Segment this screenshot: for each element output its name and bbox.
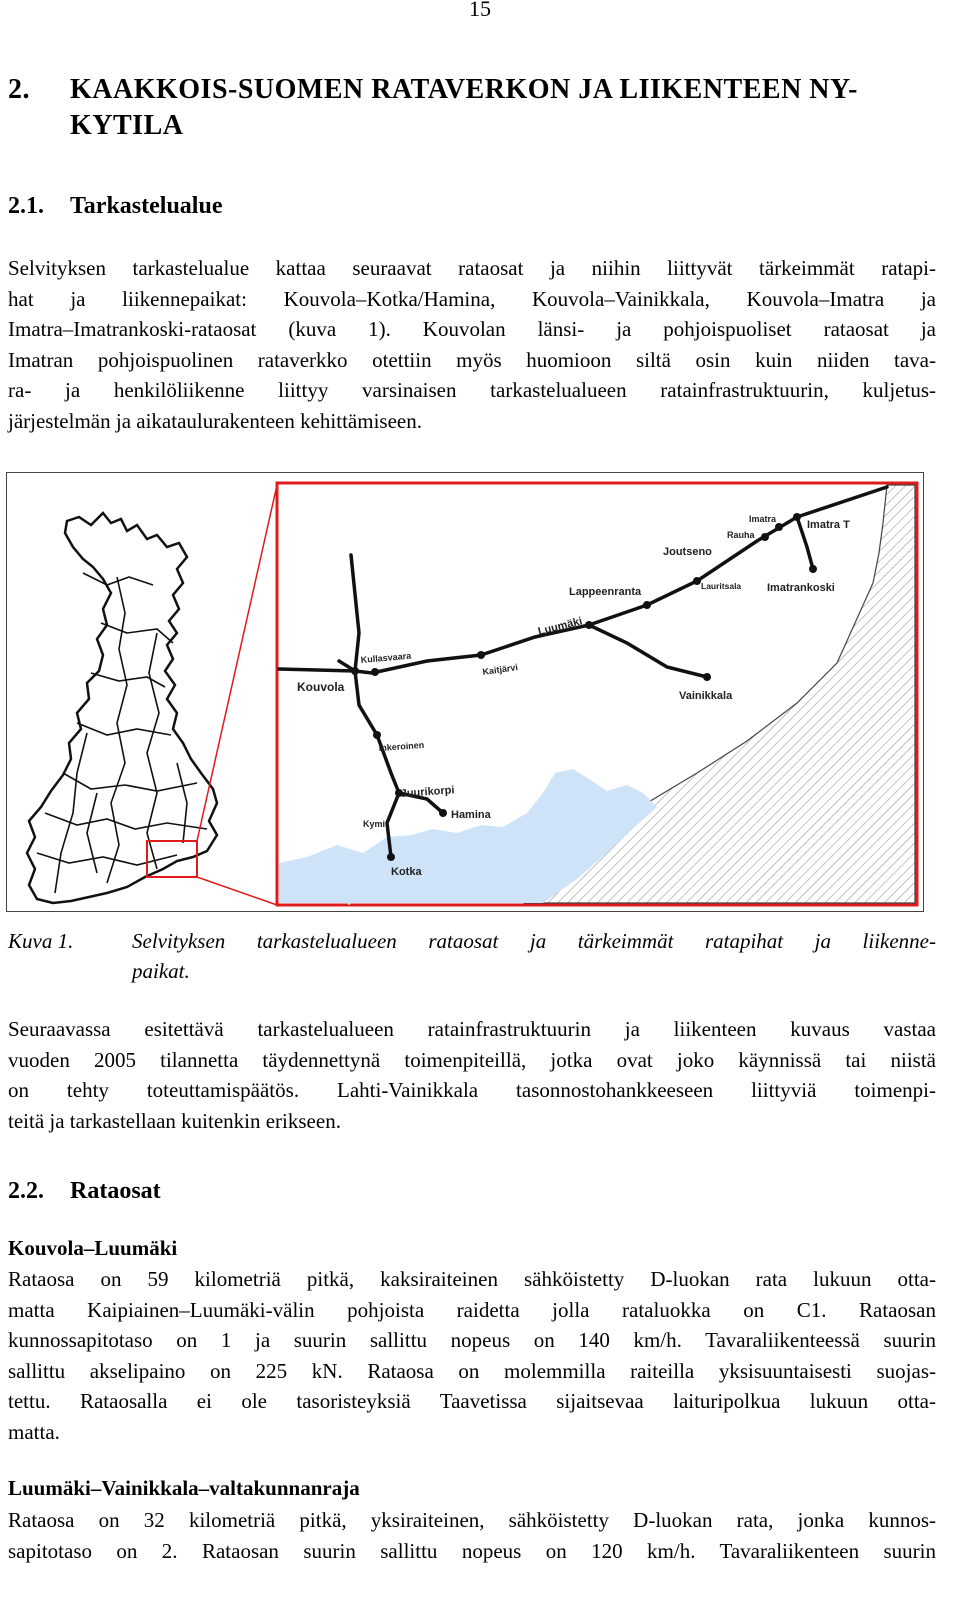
paragraph-line: Seuraavassa esitettävä tarkastelualueen ratainfrastruktuurin ja liikenteen kuvaus vastaa xyxy=(8,1017,936,1041)
paragraph-line: matta. xyxy=(8,1419,60,1444)
paragraph-line: sapitotaso on 2. Rataosan suurin sallittu nopeus on 120 km/h. Tavaraliikenteen suurin xyxy=(8,1538,936,1563)
paragraph-line: Rataosa on 32 kilometriä pitkä, yksiraiteinen, sähköistetty D-luokan rata, jonka kunnos- xyxy=(8,1508,936,1532)
paragraph-line: on tehty toteuttamispäätös. Lahti-Vainikkala tasonnostohankkeeseen liittyviä toimenpi- xyxy=(8,1078,936,1102)
label-imatra: Imatra xyxy=(749,514,777,524)
intro-paragraph xyxy=(8,253,936,436)
section-number: 2.2. xyxy=(8,1178,44,1204)
chapter-title-line2: KYTILA xyxy=(70,110,184,141)
station-dot-vainikkala xyxy=(703,673,711,681)
station-dot-imatra xyxy=(775,523,783,531)
station-dot-rauha xyxy=(761,533,769,541)
label-inkeroinen: Inkeroinen xyxy=(378,739,425,753)
paragraph-line: teitä ja tarkastellaan kuitenkin erikseen. xyxy=(8,1108,341,1133)
label-kullasvaara: Kullasvaara xyxy=(360,650,412,665)
station-dot-kotka xyxy=(387,853,395,861)
caption-text xyxy=(132,926,936,986)
section-title: Rataosat xyxy=(70,1178,161,1204)
label-luumaki: Luumäki xyxy=(536,615,584,638)
chapter-number: 2. xyxy=(8,74,30,105)
luumaki-vainikkala-paragraph xyxy=(8,1505,936,1566)
page-number: 15 xyxy=(469,0,491,21)
paragraph-line: Imatra–Imatrankoski-rataosat (kuva 1). Kouvolan länsi- ja pohjoispuoliset rataosat ja xyxy=(8,317,936,341)
label-rauha: Rauha xyxy=(727,530,755,540)
kouvola-luumaki-paragraph xyxy=(8,1264,936,1447)
paragraph-line: Rataosa on 59 kilometriä pitkä, kaksiraiteinen sähköistetty D-luokan rata lukuun otta- xyxy=(8,1267,936,1291)
section-heading-tarkastelualue xyxy=(8,193,222,220)
station-dot-joutseno xyxy=(694,578,700,584)
station-dot-hamina xyxy=(439,809,447,817)
label-vainikkala: Vainikkala xyxy=(679,690,733,702)
rail-west xyxy=(279,669,355,671)
paragraph-line: vuoden 2005 tilannetta täydennettynä toimenpiteillä, jotka ovat joko käynnissä tai niistä xyxy=(8,1047,936,1072)
label-lauritsala: Lauritsala xyxy=(701,581,742,591)
paragraph-line: tettu. Rataosalla ei ole tasoristeyksiä Taavetissa sijaitsevaa laituripolkua lukuun otta- xyxy=(8,1389,936,1413)
section-number: 2.1. xyxy=(8,193,44,219)
station-dot-lappeenranta xyxy=(643,601,651,609)
paragraph-line: Imatran pohjoispuolinen rataverkko otettiin myös huomioon siltä osin kuin niiden tava- xyxy=(8,347,936,372)
station-dot-kullasvaara xyxy=(371,668,379,676)
station-dot-luumaki xyxy=(585,621,593,629)
description-paragraph xyxy=(8,1014,936,1136)
station-dot-kaitjarvi xyxy=(477,651,485,659)
label-imatrankoski: Imatrankoski xyxy=(767,582,835,594)
map-figure xyxy=(6,472,924,912)
paragraph-line: järjestelmän ja aikataulurakenteen kehittämiseen. xyxy=(8,408,422,433)
station-dot-inkeroinen xyxy=(373,731,381,739)
label-lappeenranta: Lappeenranta xyxy=(569,586,642,598)
paragraph-line: matta Kaipiainen–Luumäki-välin pohjoista raidetta jolla rataluokka on C1. Rataosan xyxy=(8,1297,936,1322)
label-kymi: Kymi xyxy=(363,819,386,829)
paragraph-line: hat ja liikennepaikat: Kouvola–Kotka/Hamina, Kouvola–Vainikkala, Kouvola–Imatra ja xyxy=(8,286,936,311)
label-kouvola: Kouvola xyxy=(297,680,345,694)
chapter-heading xyxy=(8,72,938,144)
label-juurikorpi: Juurikorpi xyxy=(400,784,455,800)
label-hamina: Hamina xyxy=(451,809,491,821)
station-dot-kouvola xyxy=(351,667,359,675)
paragraph-line: Selvityksen tarkastelualue kattaa seuraavat rataosat ja niihin liittyvät tärkeimmät ratapi- xyxy=(8,256,936,280)
station-dot-imatra-t xyxy=(793,513,801,521)
paragraph-line: kunnossapitotaso on 1 ja suurin sallittu nopeus on 140 km/h. Tavaraliikenteessä suurin xyxy=(8,1328,936,1352)
section-heading-rataosat xyxy=(8,1178,161,1205)
paragraph-line: ra- ja henkilöliikenne liittyy varsinaisen tarkastelualueen ratainfrastruktuurin, kuljetus- xyxy=(8,378,936,402)
detail-map xyxy=(277,483,917,905)
paragraph-line: sallittu akselipaino on 225 kN. Rataosa on molemmilla raiteilla yksisuuntaisesti suojas- xyxy=(8,1358,936,1383)
label-imatra-t: Imatra T xyxy=(807,519,850,531)
caption-line: Selvityksen tarkastelualueen rataosat ja tärkeimmät ratapihat ja liikenne- xyxy=(132,929,936,953)
station-dot-imatrankoski xyxy=(809,565,817,573)
label-kaitjarvi: Kaitjärvi xyxy=(481,662,519,677)
caption-line: paikat. xyxy=(132,959,190,983)
finland-outline xyxy=(27,513,217,903)
subsection-heading-luumaki-vainikkala: Luumäki–Vainikkala–valtakunnanraja xyxy=(8,1476,360,1500)
finland-overview-map xyxy=(27,485,277,905)
section-title: Tarkastelualue xyxy=(70,193,223,219)
railway-map xyxy=(7,473,923,911)
label-kotka: Kotka xyxy=(391,866,422,878)
subsection-heading-kouvola-luumaki: Kouvola–Luumäki xyxy=(8,1236,178,1260)
caption-label: Kuva 1. xyxy=(8,929,74,953)
label-joutseno: Joutseno xyxy=(663,546,712,558)
chapter-title-line1: KAAKKOIS-SUOMEN RATAVERKON JA LIIKENTEEN NY- xyxy=(70,74,858,105)
